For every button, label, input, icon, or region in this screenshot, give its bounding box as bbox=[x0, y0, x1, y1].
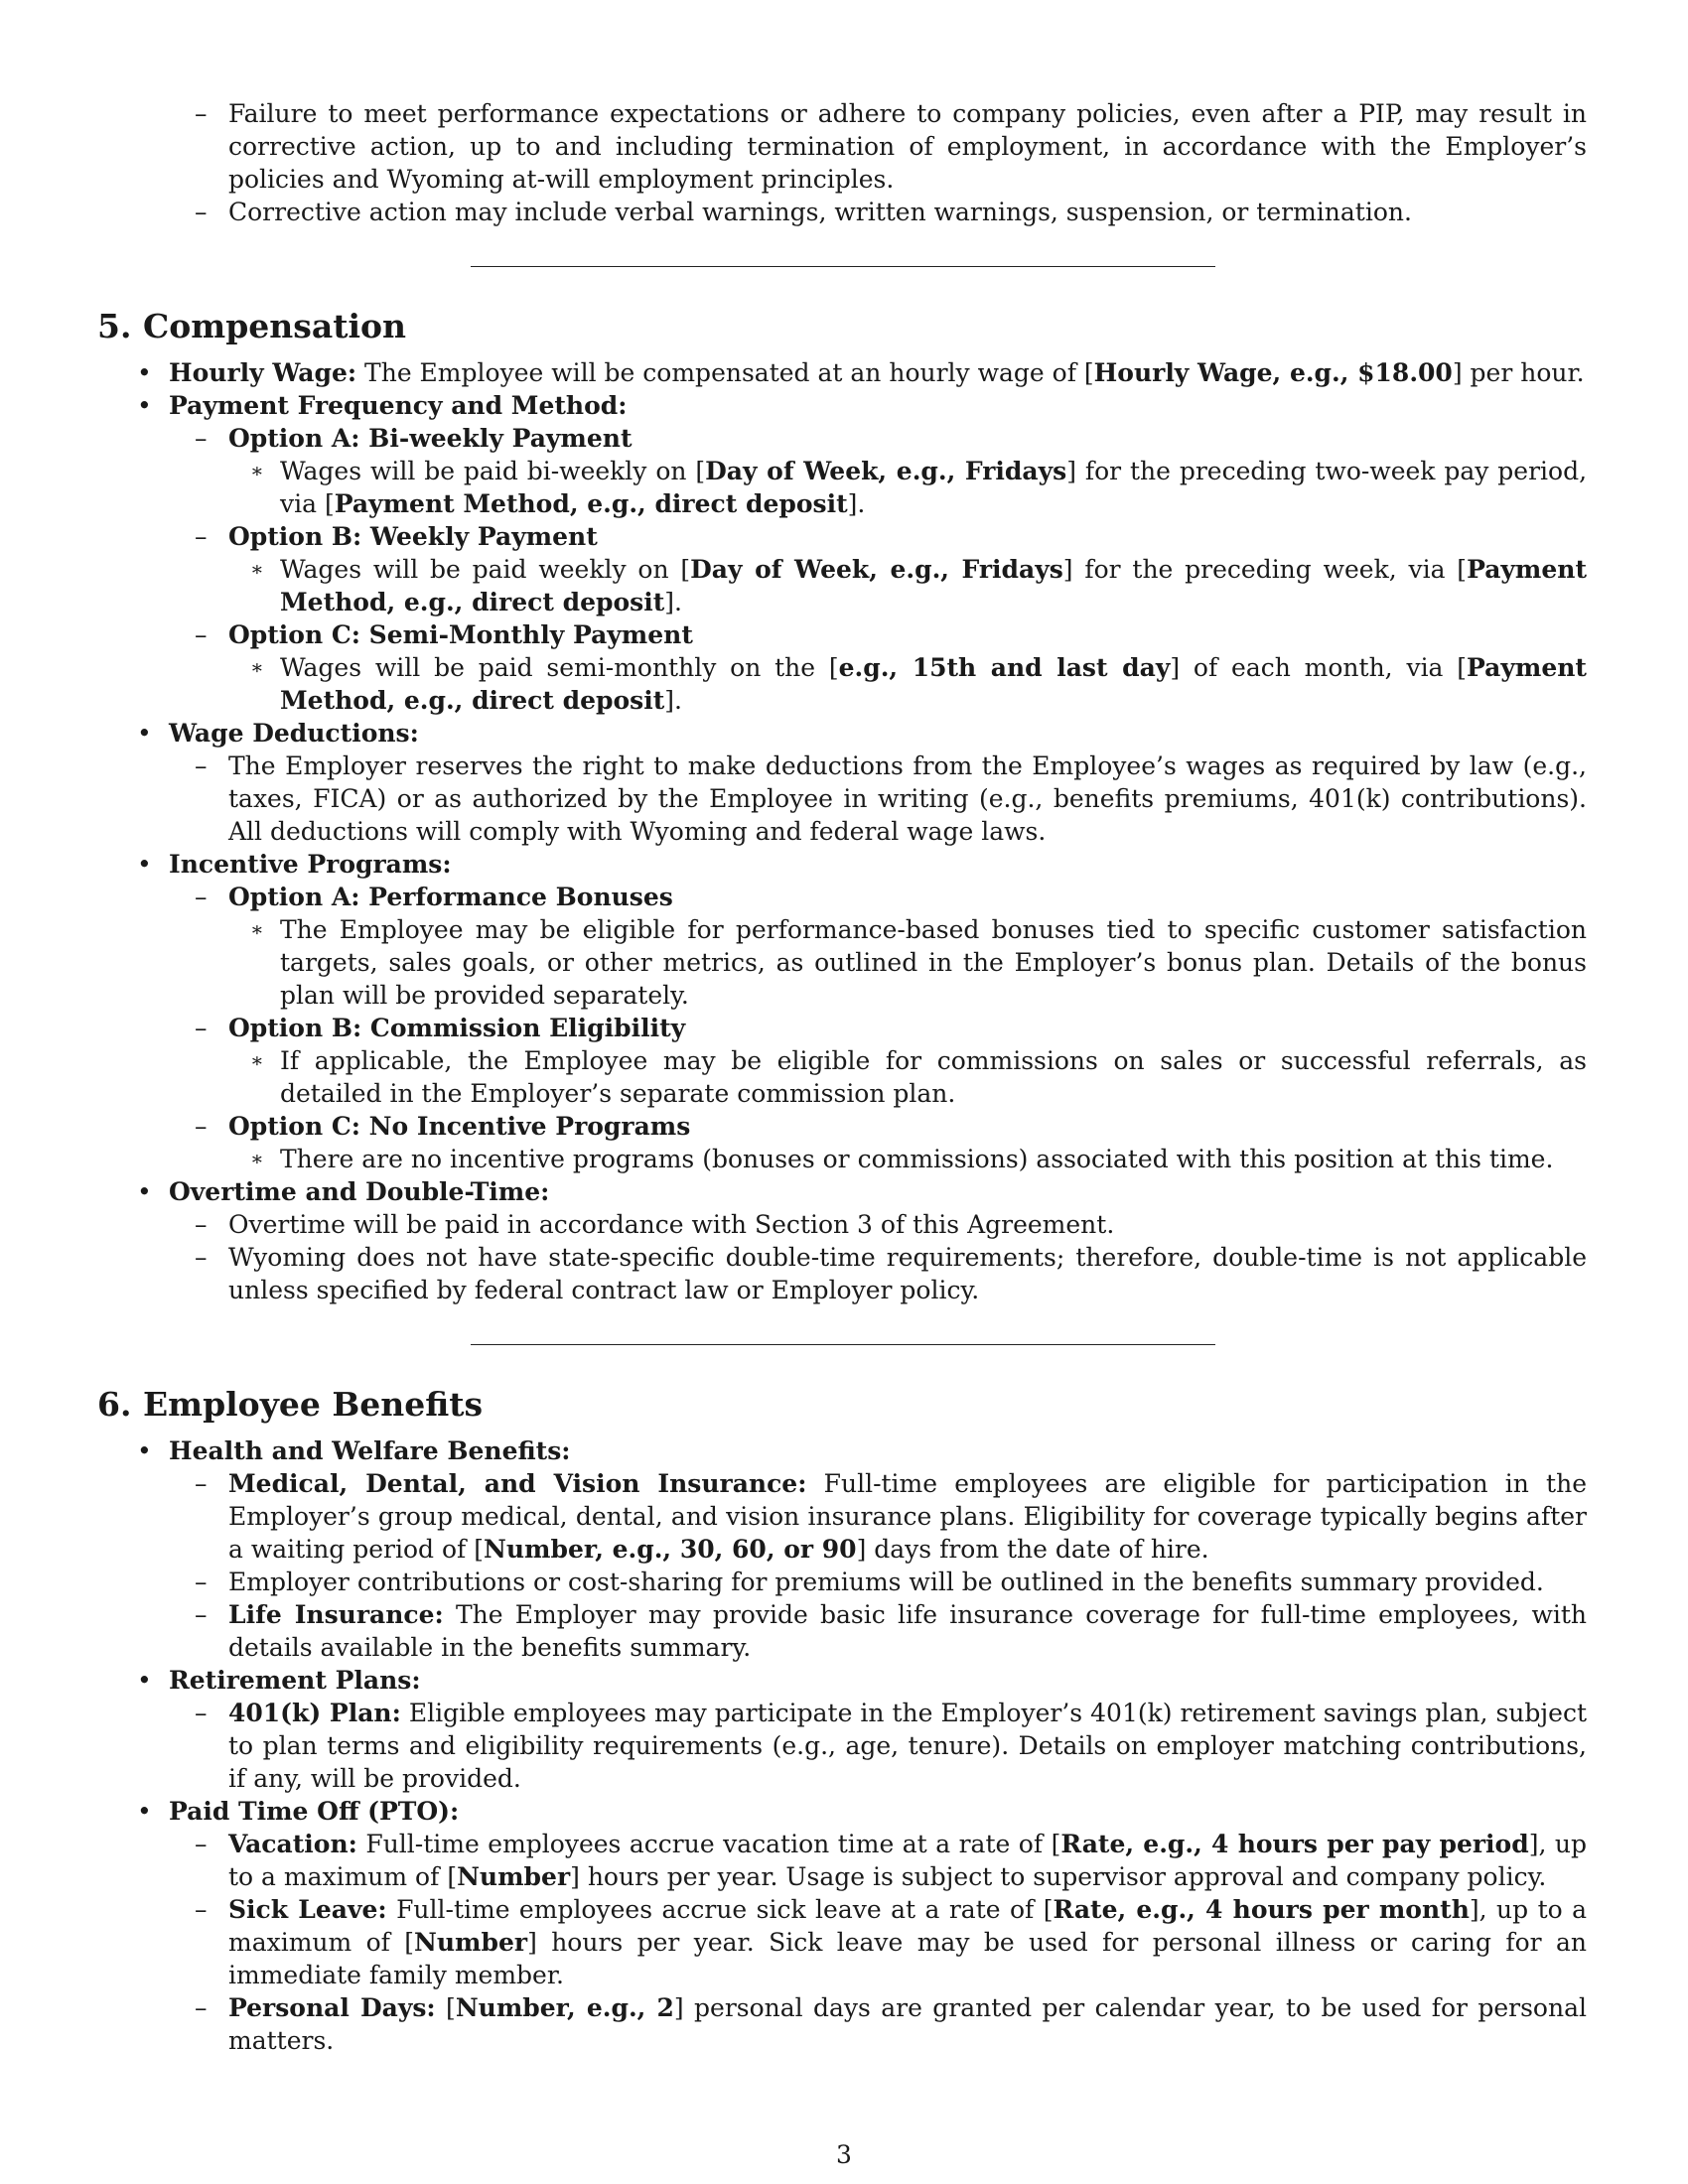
list-item-health-benefits: • Health and Welfare Benefits: bbox=[137, 1436, 571, 1465]
placeholder-field: e.g., 15th and last day bbox=[838, 653, 1171, 682]
placeholder-field: Rate, e.g., 4 hours per month bbox=[1053, 1895, 1470, 1924]
dash-marker: – bbox=[195, 1993, 208, 2022]
dash-marker: – bbox=[195, 751, 208, 780]
list-item-wage-deductions: • Wage Deductions: bbox=[137, 719, 419, 748]
star-marker: ∗ bbox=[250, 557, 264, 581]
dash-marker: – bbox=[195, 1895, 208, 1924]
dash-marker: – bbox=[195, 620, 208, 649]
dash-marker: – bbox=[195, 1600, 208, 1629]
dash-marker: – bbox=[195, 522, 208, 551]
bullet-marker: • bbox=[137, 719, 152, 748]
list-item: ∗ The Employee may be eligible for performance-based bonuses tied to specific customer satisfaction targets, sales goals, or other metrics, as outlined in the Employer’s bonus plan. Details of the bonus plan will be provided separately. bbox=[250, 915, 1587, 1010]
list-item: – Wyoming does not have state-specific double-time requirements; therefore, double-time is not applicable unless specified by federal contract law or Employer policy. bbox=[195, 1243, 1587, 1304]
dash-marker: – bbox=[195, 1469, 208, 1498]
list-item-overtime: • Overtime and Double-Time: bbox=[137, 1177, 550, 1206]
placeholder-field: Payment Method, e.g., direct deposit bbox=[280, 555, 1587, 616]
placeholder-field: Hourly Wage, e.g., $18.00 bbox=[1093, 358, 1453, 387]
dash-marker: – bbox=[195, 1830, 208, 1858]
option-c-no-incentive: – Option C: No Incentive Programs bbox=[195, 1112, 691, 1141]
placeholder-field: Number, e.g., 30, 60, or 90 bbox=[484, 1535, 857, 1564]
placeholder-field: Rate, e.g., 4 hours per pay period bbox=[1060, 1830, 1529, 1858]
placeholder-field: Day of Week, e.g., Fridays bbox=[690, 555, 1063, 584]
bullet-marker: • bbox=[137, 358, 152, 387]
list-item-pto: • Paid Time Off (PTO): bbox=[137, 1797, 460, 1826]
option-a-biweekly: – Option A: Bi-weekly Payment bbox=[195, 424, 633, 453]
bullet-marker: • bbox=[137, 1666, 152, 1695]
list-item: – The Employer reserves the right to make deductions from the Employee’s wages as required by law (e.g., taxes, FICA) or as authorized by the Employee in writing (e.g., benefits premiums, 401(k) contributions). All deductions will comply with Wyoming and federal wage laws. bbox=[195, 751, 1587, 846]
dash-marker: – bbox=[195, 1243, 208, 1272]
list-item: ∗ Wages will be paid semi-monthly on the [e.g., 15th and last day] of each month, via [Payment Method, e.g., direct deposit]. bbox=[250, 653, 1587, 715]
section-heading-employee-benefits: 6. Employee Benefits bbox=[97, 1385, 484, 1424]
option-c-semimonthly: – Option C: Semi-Monthly Payment bbox=[195, 620, 693, 649]
list-item-401k: – 401(k) Plan: Eligible employees may participate in the Employer’s 401(k) retirement savings plan, subject to plan terms and eligibility requirements (e.g., age, tenure). Details on employer matching contributions, if any, will be provided. bbox=[195, 1699, 1587, 1793]
bullet-marker: • bbox=[137, 1797, 152, 1826]
list-item-sick-leave: – Sick Leave: Full-time employees accrue sick leave at a rate of [Rate, e.g., 4 hours per month], up to a maximum of [Number] hours per year. Sick leave may be used for personal illness or caring for an immediate family member. bbox=[195, 1895, 1587, 1989]
dash-marker: – bbox=[195, 1568, 208, 1596]
list-item-incentive-programs: • Incentive Programs: bbox=[137, 850, 452, 879]
list-item: – Corrective action may include verbal warnings, written warnings, suspension, or termination. bbox=[195, 198, 1412, 226]
list-item: – Overtime will be paid in accordance with Section 3 of this Agreement. bbox=[195, 1210, 1115, 1239]
list-item-retirement: • Retirement Plans: bbox=[137, 1666, 421, 1695]
star-marker: ∗ bbox=[250, 655, 264, 679]
dash-marker: – bbox=[195, 198, 208, 226]
bullet-marker: • bbox=[137, 1177, 152, 1206]
placeholder-field: Payment Method, e.g., direct deposit bbox=[334, 489, 848, 518]
section-divider bbox=[97, 1344, 1587, 1345]
placeholder-field: Number bbox=[414, 1928, 528, 1957]
list-item: – Failure to meet performance expectations or adhere to company policies, even after a PIP, may result in corrective action, up to and including termination of employment, in accordance with the Employer’s policies and Wyoming at-will employment principles. bbox=[195, 99, 1587, 194]
list-item-payment-frequency: • Payment Frequency and Method: bbox=[137, 391, 628, 420]
bullet-marker: • bbox=[137, 391, 152, 420]
placeholder-field: Number bbox=[457, 1862, 571, 1891]
option-b-weekly: – Option B: Weekly Payment bbox=[195, 522, 598, 551]
corrective-action-list bbox=[97, 97, 1587, 228]
list-item: ∗ Wages will be paid bi-weekly on [Day of Week, e.g., Fridays] for the preceding two-week pay period, via [Payment Method, e.g., direct deposit]. bbox=[250, 457, 1588, 518]
star-marker: ∗ bbox=[250, 1147, 264, 1170]
star-marker: ∗ bbox=[250, 917, 264, 941]
list-item-hourly-wage: • Hourly Wage: The Employee will be compensated at an hourly wage of [Hourly Wage, e.g., $18.00] per hour. bbox=[137, 358, 1585, 387]
star-marker: ∗ bbox=[250, 1048, 264, 1072]
dash-marker: – bbox=[195, 1699, 208, 1727]
list-item: ∗ There are no incentive programs (bonuses or commissions) associated with this position at this time. bbox=[250, 1145, 1554, 1173]
dash-marker: – bbox=[195, 1014, 208, 1042]
placeholder-field: Day of Week, e.g., Fridays bbox=[705, 457, 1067, 485]
list-item-contributions: – Employer contributions or cost-sharing for premiums will be outlined in the benefits summary provided. bbox=[195, 1568, 1544, 1596]
dash-marker: – bbox=[195, 1210, 208, 1239]
list-item-personal-days: – Personal Days: [Number, e.g., 2] personal days are granted per calendar year, to be used for personal matters. bbox=[195, 1993, 1587, 2055]
list-item-life-insurance: – Life Insurance: The Employer may provide basic life insurance coverage for full-time employees, with details available in the benefits summary. bbox=[195, 1600, 1587, 1662]
list-item-vacation: – Vacation: Full-time employees accrue vacation time at a rate of [Rate, e.g., 4 hours per pay period], up to a maximum of [Number] hours per year. Usage is subject to supervisor approval and company policy. bbox=[195, 1830, 1587, 1891]
placeholder-field: Payment Method, e.g., direct deposit bbox=[280, 653, 1587, 715]
list-item-medical: – Medical, Dental, and Vision Insurance: Full-time employees are eligible for participation in the Employer’s group medical, dental, and vision insurance plans. Eligibility for coverage typically begins after a waiting period of [Number, e.g., 30, 60, or 90] days from the date of hire. bbox=[195, 1469, 1587, 1564]
dash-marker: – bbox=[195, 424, 208, 453]
option-b-commission: – Option B: Commission Eligibility bbox=[195, 1014, 686, 1042]
star-marker: ∗ bbox=[250, 459, 264, 482]
dash-marker: – bbox=[195, 1112, 208, 1141]
bullet-marker: • bbox=[137, 1436, 152, 1465]
list-item: ∗ Wages will be paid weekly on [Day of Week, e.g., Fridays] for the preceding week, via [Payment Method, e.g., direct deposit]. bbox=[250, 555, 1587, 616]
bullet-marker: • bbox=[137, 850, 152, 879]
section-divider bbox=[97, 266, 1587, 267]
page-content bbox=[97, 97, 1587, 2057]
placeholder-field: Number, e.g., 2 bbox=[455, 1993, 674, 2022]
dash-marker: – bbox=[195, 99, 208, 128]
section-heading-compensation: 5. Compensation bbox=[97, 307, 406, 345]
page-number: 3 bbox=[836, 2140, 852, 2169]
option-a-bonuses: – Option A: Performance Bonuses bbox=[195, 883, 673, 911]
dash-marker: – bbox=[195, 883, 208, 911]
list-item: ∗ If applicable, the Employee may be eligible for commissions on sales or successful referrals, as detailed in the Employer’s separate commission plan. bbox=[250, 1046, 1587, 1108]
